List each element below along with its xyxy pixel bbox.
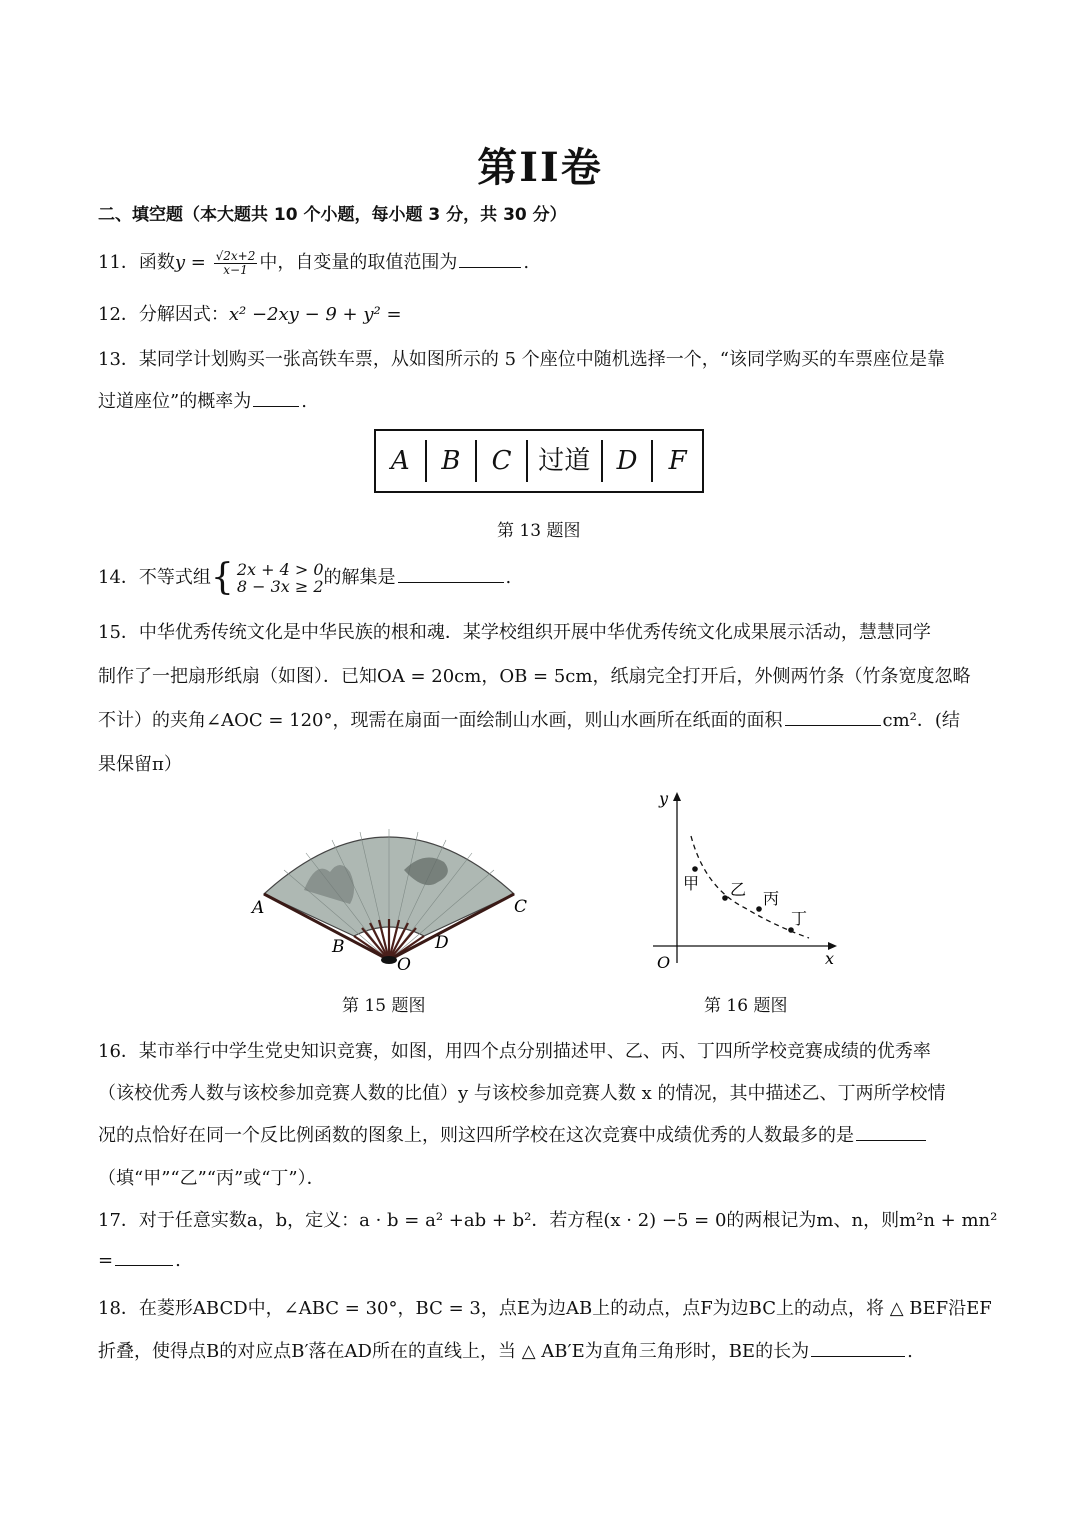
paper-title: 第II卷 (477, 144, 603, 191)
q13-end: . (301, 391, 307, 412)
q17-equals: = (98, 1250, 114, 1271)
q11-prefix: 11．函数 (98, 252, 175, 273)
label-bing: 丙 (763, 889, 780, 908)
x-label: x (825, 949, 835, 968)
seat-a: A (390, 446, 410, 476)
label-a: A (252, 898, 265, 918)
q15-answer-blank[interactable] (785, 724, 881, 726)
q14-prefix: 14．不等式组 (98, 567, 211, 588)
question-14 (98, 557, 512, 598)
question-17-line-2 (98, 1250, 181, 1271)
q11-numerator: √2x+2 (215, 248, 256, 263)
question-12 (98, 300, 402, 326)
q14-inequality-2: 8 − 3x ≥ 2 (236, 577, 324, 596)
q11-variable: y = (174, 252, 206, 273)
seat-d: D (601, 440, 652, 482)
q15-text: 不计）的夹角∠AOC = 120°，现需在扇面一面绘制山水画，则山水画所在纸面的面积 (98, 710, 783, 731)
q14-text: 的解集是 (323, 567, 396, 588)
q18-answer-blank[interactable] (811, 1355, 905, 1357)
question-15-line-2: 制作了一把扇形纸扇（如图）．已知OA = 20cm，OB = 5cm，纸扇完全打开后，外侧两竹条（竹条宽度忽略 (98, 666, 971, 687)
question-16-line-2: （该校优秀人数与该校参加竞赛人数的比值）y 与该校参加竞赛人数 x 的情况，其中描述乙、丁两所学校情 (98, 1083, 946, 1104)
figure-13-caption: 第 13 题图 (497, 521, 581, 541)
question-18-line-1: 18．在菱形ABCD中，∠ABC = 30°，BC = 3，点E为边AB上的动点，点F为边BC上的动点，将 △ BEF沿EF (98, 1298, 992, 1319)
q11-text: 中，自变量的取值范围为 (259, 252, 458, 273)
seat-b: B (425, 440, 476, 482)
label-b: B (332, 937, 345, 957)
y-label: y (659, 789, 669, 808)
q13-text: 过道座位”的概率为 (98, 391, 252, 412)
origin-label: O (657, 953, 671, 972)
q17-end: . (175, 1250, 181, 1271)
q11-end: . (523, 252, 530, 273)
point-yi (722, 895, 728, 901)
label-jia: 甲 (683, 874, 700, 893)
label-yi: 乙 (730, 880, 747, 899)
fan-figure (244, 810, 534, 975)
figure-15-caption: 第 15 题图 (342, 996, 426, 1016)
q18-end: . (907, 1341, 913, 1362)
question-16-line-3 (98, 1121, 928, 1147)
section-heading: 二、填空题（本大题共 10 个小题，每小题 3 分，共 30 分） (98, 205, 567, 225)
question-17-line-1: 17．对于任意实数a，b，定义：a · b = a² +ab + b²．若方程(x · 2) −5 = 0的两根记为m、n，则m²n + mn² (98, 1210, 998, 1231)
figure-16-caption: 第 16 题图 (704, 996, 788, 1016)
q11-fraction (214, 250, 258, 277)
q17-answer-blank[interactable] (115, 1264, 173, 1266)
seat-diagram (374, 429, 704, 493)
seat-aisle: 过道 (526, 440, 601, 482)
q16-answer-blank[interactable] (856, 1139, 926, 1141)
inverse-graph-figure (645, 788, 845, 973)
q15-unit: cm²．(结 (882, 710, 960, 731)
label-ding: 丁 (791, 909, 808, 928)
label-o: O (397, 955, 411, 975)
label-d: D (435, 933, 449, 953)
q14-end: . (505, 567, 512, 588)
q14-system (237, 561, 324, 595)
y-axis-arrow-icon (673, 792, 681, 801)
q16-text: 况的点恰好在同一个反比例函数的图象上，则这四所学校在这次竞赛中成绩优秀的人数最多的是 (98, 1125, 854, 1146)
question-13-line-1: 13．某同学计划购买一张高铁车票，从如图所示的 5 个座位中随机选择一个，“该同学购买的车票座位是靠 (98, 349, 945, 370)
seat-f: F (651, 440, 702, 482)
question-15-line-3 (98, 706, 960, 732)
q14-answer-blank[interactable] (398, 581, 504, 583)
question-15-line-4: 果保留π） (98, 754, 182, 775)
question-13-line-2 (98, 387, 307, 413)
q12-prefix: 12．分解因式： (98, 304, 229, 325)
q18-text: 折叠，使得点B的对应点B′落在AD所在的直线上，当 △ AB′E为直角三角形时，BE的长为 (98, 1341, 810, 1362)
question-18-line-2 (98, 1337, 913, 1363)
question-16-line-1: 16．某市举行中学生党史知识竞赛，如图，用四个点分别描述甲、乙、丙、丁四所学校竞赛成绩的优秀率 (98, 1041, 931, 1062)
question-15-line-1: 15．中华优秀传统文化是中华民族的根和魂．某学校组织开展中华优秀传统文化成果展示活动，慧慧同学 (98, 622, 931, 643)
question-11 (98, 248, 529, 277)
q13-answer-blank[interactable] (253, 405, 299, 407)
question-16-line-4: （填“甲”“乙”“丙”或“丁”）． (98, 1168, 325, 1189)
q11-denominator: x−1 (223, 262, 248, 277)
q12-expression: x² −2xy − 9 + y² = (228, 304, 402, 325)
fan-pivot (381, 956, 397, 964)
q14-brace-icon: { (210, 557, 234, 598)
seat-c: C (475, 440, 526, 482)
point-jia (692, 866, 698, 872)
label-c: C (514, 897, 528, 917)
q14-inequality-1: 2x + 4 > 0 (236, 560, 324, 579)
q11-answer-blank[interactable] (459, 266, 521, 268)
point-bing (756, 906, 762, 912)
point-ding (788, 927, 794, 933)
